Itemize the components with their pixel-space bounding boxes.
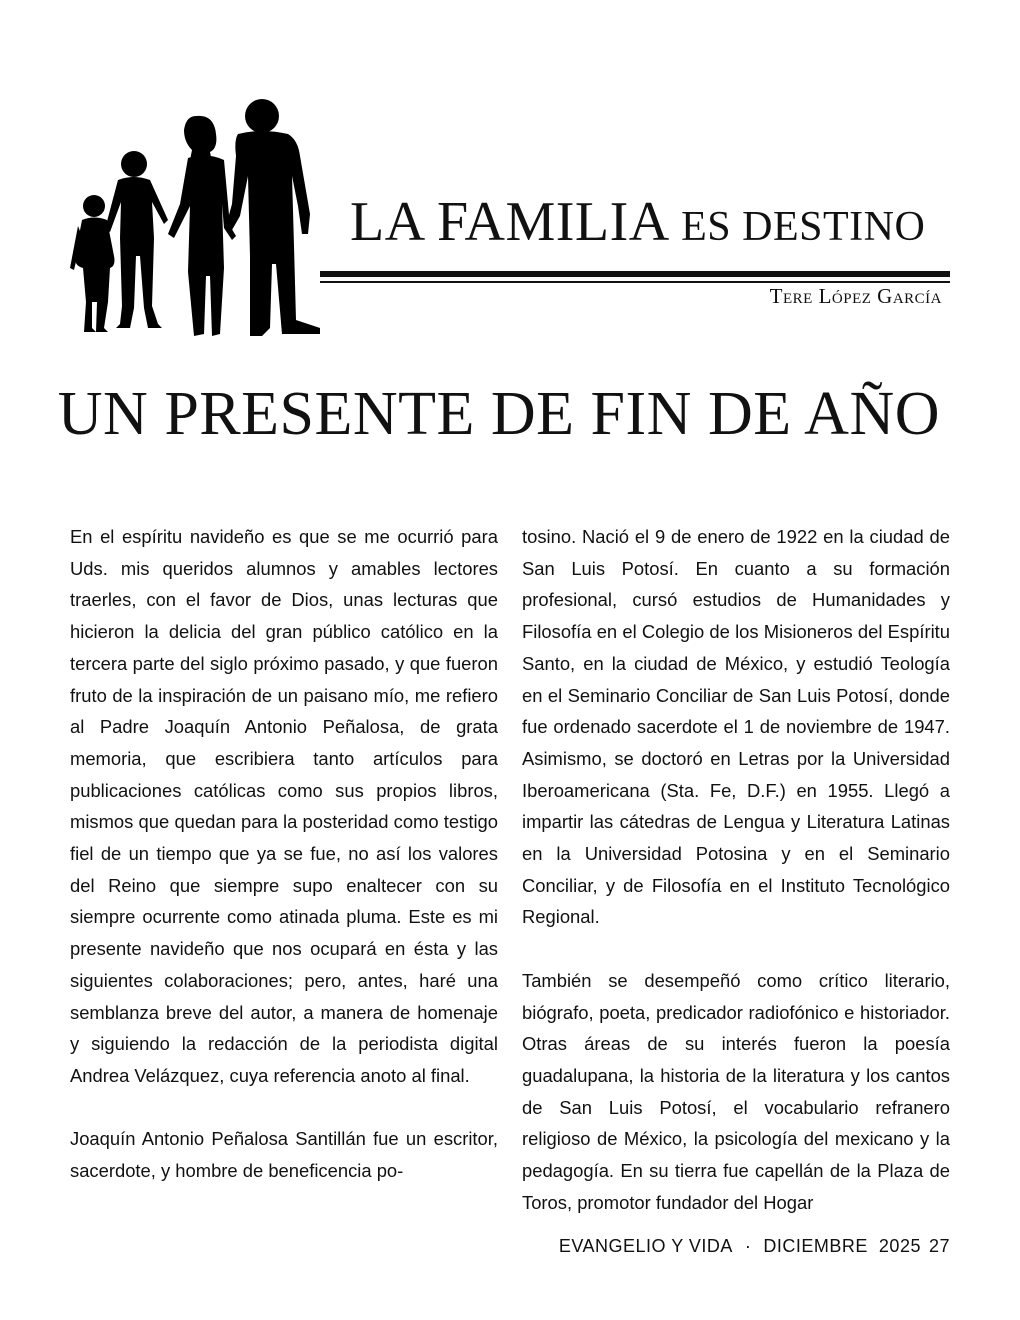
- left-column: [70, 521, 498, 1187]
- column-title-rest: ES DESTINO: [681, 204, 926, 250]
- column-title-main: LA FAMILIA: [350, 191, 667, 253]
- article-title: UN PRESENTE DE FIN DE AÑO: [57, 380, 940, 448]
- publication-name: EVANGELIO Y VIDA: [558, 1236, 733, 1256]
- issue-date: DICIEMBRE 2025: [763, 1236, 921, 1256]
- page-footer: [559, 1236, 950, 1257]
- footer-separator: ·: [744, 1236, 752, 1256]
- paragraph: Joaquín Antonio Peñalosa Santillán fue un escritor, sacerdote, y hombre de beneficencia po-: [70, 1128, 498, 1182]
- header-rule-thin: [320, 281, 950, 283]
- family-silhouette-icon: [64, 96, 326, 342]
- paragraph: En el espíritu navideño es que se me ocurrió para Uds. mis queridos alumnos y amables lectores traerles, con el favor de Dios, unas lecturas que hicieron la delicia del gran público católico en la tercera parte del siglo próximo pasado, y que fueron fruto de la inspiración de un paisano mío, me refiero al Padre Joaquín Antonio Peñalosa, de grata memoria, que escribiera tanto artículos para publicaciones católicas como sus propios libros, mismos que quedan para la posteridad como testigo fiel de un tiempo que ya se fue, no así los valores del Reino que siempre supo enaltecer con su siempre ocurrente como atinada pluma. Este es mi presente navideño que nos ocupará en ésta y las siguientes colaboraciones; pero, antes, haré una semblanza breve del autor, a manera de homenaje y siguiendo la redacción de la periodista digital Andrea Velázquez, cuya referencia anoto al final.: [70, 526, 498, 1086]
- column-title: [350, 190, 950, 259]
- author-name: Tere López García: [769, 284, 942, 308]
- header-rule-thick: [320, 271, 950, 277]
- page-number: 27: [928, 1236, 950, 1256]
- paragraph: tosino. Nació el 9 de enero de 1922 en la ciudad de San Luis Potosí. En cuanto a su formación profesional, cursó estudios de Humanidades y Filosofía en el Colegio de los Misioneros del Espíritu Santo, en la ciudad de México, y estudió Teología en el Seminario Conciliar de San Luis Potosí, donde fue ordenado sacerdote el 1 de noviembre de 1947. Asimismo, se doctoró en Letras por la Universidad Iberoamericana (Sta. Fe, D.F.) en 1955. Llegó a impartir las cátedras de Lengua y Literatura Latinas en la Universidad Potosina y en el Seminario Conciliar, y de Filosofía en el Instituto Tecnológico Regional.: [522, 526, 950, 928]
- paragraph: También se desempeñó como crítico literario, biógrafo, poeta, predicador radiofónico e historiador. Otras áreas de su interés fueron la poesía guadalupana, la historia de la literatura y los cantos de San Luis Potosí, el vocabulario refranero religioso de México, la psicología del mexicano y la pedagogía. En su tierra fue capellán de la Plaza de Toros, promotor fundador del Hogar: [522, 969, 950, 1213]
- right-column: [522, 521, 950, 1218]
